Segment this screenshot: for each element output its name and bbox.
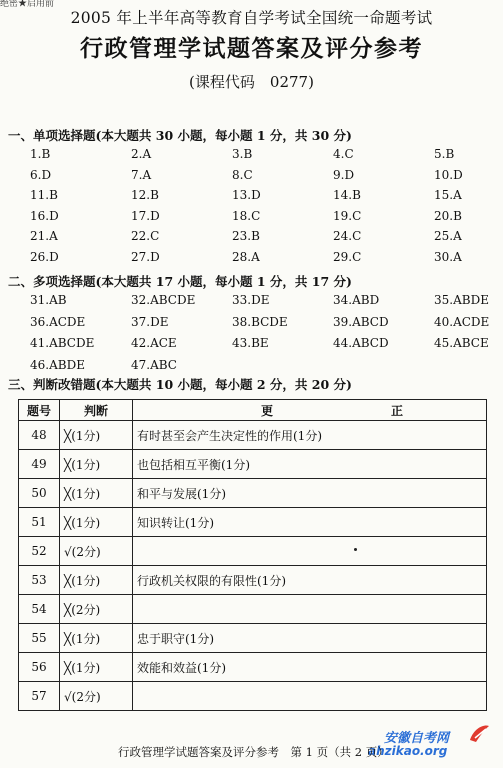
col-header-correction — [133, 400, 487, 421]
answer-item: 15.A — [434, 188, 462, 202]
correction-cell — [133, 537, 487, 566]
answer-item: 46.ABDE — [30, 357, 85, 372]
correction-cell: 知识转让(1分) — [133, 508, 487, 537]
question-number: 56 — [19, 653, 60, 682]
answer-item: 5.B — [434, 147, 455, 161]
question-number: 51 — [19, 508, 60, 537]
stray-dot — [354, 548, 357, 551]
judgement-table — [18, 399, 487, 711]
table-row — [19, 682, 487, 711]
watermark-line2: ahzikao.org — [368, 744, 448, 758]
answer-item: 37.DE — [131, 314, 169, 329]
exam-header: 2005 年上半年高等教育自学考试全国统一命题考试 — [70, 9, 433, 27]
answer-item: 19.C — [333, 208, 362, 223]
question-number: 53 — [19, 566, 60, 595]
table-row — [19, 595, 487, 624]
col-header-correction-2: 正 — [391, 404, 404, 418]
correction-cell: 忠于职守(1分) — [133, 624, 487, 653]
table-row — [19, 653, 487, 682]
correction-cell: 效能和效益(1分) — [133, 653, 487, 682]
answer-item: 11.B — [30, 188, 58, 202]
judgement-cell: ╳(1分) — [60, 508, 133, 537]
answer-item: 45.ABCE — [434, 336, 489, 350]
answer-item: 31.AB — [30, 293, 67, 307]
answer-item: 38.BCDE — [232, 314, 288, 329]
judgement-cell: ╳(2分) — [60, 595, 133, 624]
answer-item: 29.C — [333, 249, 362, 264]
correction-cell: 有时甚至会产生决定性的作用(1分) — [133, 421, 487, 450]
answer-item: 26.D — [30, 249, 59, 264]
section1-heading: 一、单项选择题(本大题共 30 小题，每小题 1 分，共 30 分) — [8, 128, 352, 143]
answer-item: 2.A — [131, 147, 152, 161]
answer-item: 36.ACDE — [30, 314, 86, 329]
answer-item: 6.D — [30, 167, 52, 182]
answer-item: 35.ABDE — [434, 293, 489, 307]
table-row — [19, 450, 487, 479]
course-code: (课程代码 0277) — [189, 73, 314, 91]
question-number: 50 — [19, 479, 60, 508]
page-footer: 行政管理学试题答案及评分参考 第 1 页（共 2 页） — [118, 745, 389, 759]
answer-item: 32.ABCDE — [131, 293, 196, 307]
answer-item: 18.C — [232, 208, 261, 223]
answer-item: 17.D — [131, 208, 160, 223]
answer-item: 1.B — [30, 147, 51, 161]
answer-item: 25.A — [434, 229, 462, 243]
col-header-number: 题号 — [19, 400, 60, 421]
answer-item: 47.ABC — [131, 357, 177, 372]
answer-item: 30.A — [434, 249, 462, 264]
answer-item: 4.C — [333, 147, 354, 161]
answer-item: 27.D — [131, 249, 160, 264]
answer-item: 44.ABCD — [333, 336, 389, 350]
question-number: 57 — [19, 682, 60, 711]
answer-item: 16.D — [30, 208, 59, 223]
table-row — [19, 624, 487, 653]
judgement-cell: ╳(1分) — [60, 653, 133, 682]
answer-item: 20.B — [434, 208, 462, 223]
answer-item: 40.ACDE — [434, 314, 490, 329]
section2-heading: 二、多项选择题(本大题共 17 小题，每小题 1 分，共 17 分) — [8, 274, 352, 289]
answer-item: 8.C — [232, 167, 253, 182]
question-number: 52 — [19, 537, 60, 566]
question-number: 48 — [19, 421, 60, 450]
answer-item: 39.ABCD — [333, 314, 389, 329]
judgement-cell: ╳(1分) — [60, 624, 133, 653]
answer-item: 7.A — [131, 167, 152, 182]
col-header-correction-1: 更 — [261, 404, 274, 418]
section3-heading: 三、判断改错题(本大题共 10 小题，每小题 2 分，共 20 分) — [8, 377, 352, 392]
judgement-cell: √(2分) — [60, 537, 133, 566]
judgement-cell: ╳(1分) — [60, 421, 133, 450]
answer-item: 3.B — [232, 147, 253, 161]
answer-item: 22.C — [131, 229, 160, 243]
judgement-cell: √(2分) — [60, 682, 133, 711]
col-header-judge: 判断 — [60, 400, 133, 421]
judgement-cell: ╳(1分) — [60, 566, 133, 595]
answer-item: 33.DE — [232, 293, 270, 307]
question-number: 49 — [19, 450, 60, 479]
watermark-line1: 安徽自考网 — [384, 731, 450, 746]
watermark-logo-icon — [466, 720, 492, 746]
correction-cell: 和平与发展(1分) — [133, 479, 487, 508]
answer-item: 42.ACE — [131, 336, 177, 350]
answer-item: 13.D — [232, 188, 261, 202]
answer-item: 28.A — [232, 249, 260, 264]
table-row — [19, 479, 487, 508]
table-row — [19, 537, 487, 566]
correction-cell: 行政机关权限的有限性(1分) — [133, 566, 487, 595]
answer-item: 34.ABD — [333, 293, 380, 307]
correction-cell — [133, 682, 487, 711]
judgement-cell: ╳(1分) — [60, 479, 133, 508]
table-header-row — [19, 400, 487, 421]
answer-item: 41.ABCDE — [30, 336, 95, 350]
answer-item: 9.D — [333, 167, 355, 182]
answer-item: 21.A — [30, 229, 58, 243]
answer-item: 24.C — [333, 229, 362, 243]
confidential-note: 绝密★启用前 — [0, 0, 55, 9]
answer-item: 23.B — [232, 229, 260, 243]
table-row — [19, 421, 487, 450]
answer-item: 12.B — [131, 188, 159, 202]
table-row — [19, 566, 487, 595]
page-title: 行政管理学试题答案及评分参考 — [80, 35, 423, 62]
answer-item: 43.BE — [232, 336, 269, 350]
table-row — [19, 508, 487, 537]
answer-item: 14.B — [333, 188, 361, 202]
judgement-cell: ╳(1分) — [60, 450, 133, 479]
question-number: 54 — [19, 595, 60, 624]
question-number: 55 — [19, 624, 60, 653]
correction-cell — [133, 595, 487, 624]
correction-cell: 也包括相互平衡(1分) — [133, 450, 487, 479]
answer-item: 10.D — [434, 167, 463, 182]
